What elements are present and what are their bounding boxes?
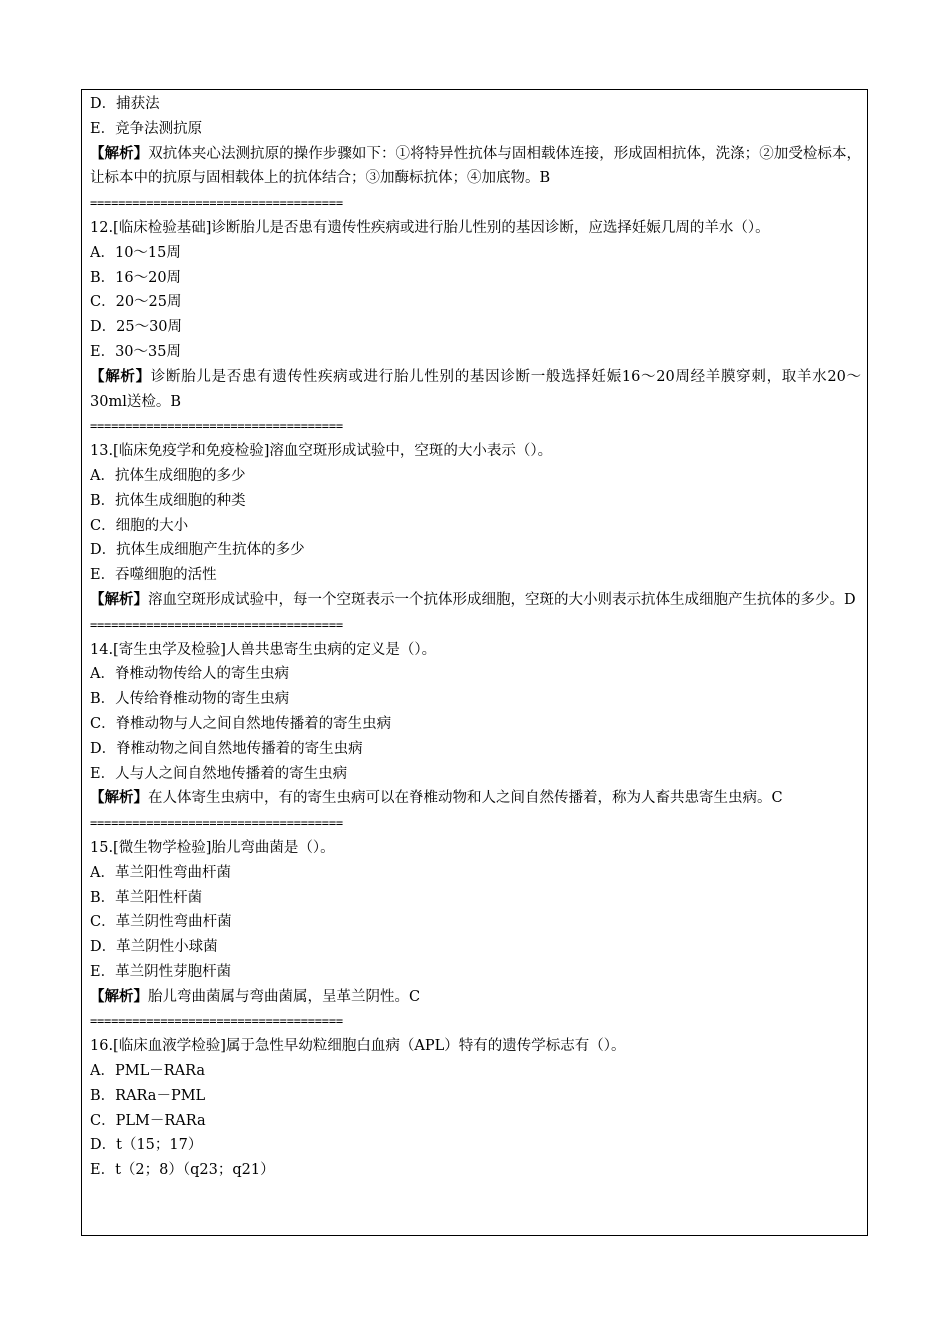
option-e: E．30～35周 [90,343,181,360]
analysis-block [90,985,861,1010]
question-stem: 12.[临床检验基础]诊断胎儿是否患有遗传性疾病或进行胎儿性别的基因诊断，应选择妊娠几周的羊水（）。 [90,219,770,236]
option-a: A．抗体生成细胞的多少 [90,467,246,484]
option-e: E．竞争法测抗原 [90,120,203,137]
option-b: B．人传给脊椎动物的寄生虫病 [90,691,290,708]
analysis-tag: 【解析】 [90,789,148,807]
option-c: C．革兰阴性弯曲杆菌 [90,914,232,931]
option-d: D．脊椎动物之间自然地传播着的寄生虫病 [90,740,363,757]
analysis-block [90,588,861,613]
analysis-tag: 【解析】 [90,144,149,162]
option-a: A．脊椎动物传给人的寄生虫病 [90,666,289,683]
option-a: A．PML－RARa [90,1063,205,1080]
option-b: B．抗体生成细胞的种类 [90,492,246,509]
analysis-text: 在人体寄生虫病中，有的寄生虫病可以在脊椎动物和人之间自然传播着，称为人畜共患寄生虫病。C [148,790,783,807]
option-e: E．革兰阴性芽胞杆菌 [90,963,232,980]
analysis-text: 溶血空斑形成试验中，每一个空斑表示一个抗体形成细胞，空斑的大小则表示抗体生成细胞产生抗体的多少。D [148,591,856,608]
option-d: D．25～30周 [90,319,183,336]
option-b: B．16～20周 [90,269,182,286]
option-e: E．人与人之间自然地传播着的寄生虫病 [90,765,348,782]
option-d: D．捕获法 [90,96,160,112]
option-b: B．RARa－PML [90,1087,206,1104]
option-b: B．革兰阳性杆菌 [90,889,203,906]
analysis-text: 胎儿弯曲菌属与弯曲菌属，呈革兰阴性。C [148,988,421,1005]
question-stem: 16.[临床血液学检验]属于急性早幼粒细胞白血病（APL）特有的遗传学标志有（）。 [90,1038,626,1055]
separator-line: ==================================== [90,816,343,831]
option-d: D．t（15；17） [90,1137,203,1154]
content-frame [81,89,868,1236]
separator-line: ==================================== [90,419,343,434]
option-e: E．t（2；8）（q23；q21） [90,1162,275,1179]
question-stem: 14.[寄生虫学及检验]人兽共患寄生虫病的定义是（）。 [90,641,437,658]
analysis-tag: 【解析】 [90,590,148,608]
analysis-block [90,142,861,192]
option-d: D．抗体生成细胞产生抗体的多少 [90,542,305,559]
option-c: C．细胞的大小 [90,517,189,534]
separator-line: ==================================== [90,196,343,211]
question-stem: 13.[临床免疫学和免疫检验]溶血空斑形成试验中，空斑的大小表示（）。 [90,443,553,460]
option-a: A．10～15周 [90,244,181,261]
analysis-text: 诊断胎儿是否患有遗传性疾病或进行胎儿性别的基因诊断一般选择妊娠16～20周经羊膜穿刺，取羊水20～30ml送检。B [90,368,861,410]
analysis-block [90,786,861,811]
analysis-text: 双抗体夹心法测抗原的操作步骤如下：①将特异性抗体与固相载体连接，形成固相抗体，洗涤；②加受检标本，让标本中的抗原与固相载体上的抗体结合；③加酶标抗体；④加底物。B [90,145,862,187]
separator-line: ==================================== [90,617,343,632]
separator-line: ==================================== [90,1014,343,1029]
option-d: D．革兰阴性小球菌 [90,939,218,956]
option-e: E．吞噬细胞的活性 [90,567,217,584]
analysis-block [90,365,861,415]
option-c: C．脊椎动物与人之间自然地传播着的寄生虫病 [90,715,392,732]
option-c: C．20～25周 [90,294,182,311]
question-stem: 15.[微生物学检验]胎儿弯曲菌是（）。 [90,839,335,856]
analysis-tag: 【解析】 [90,367,151,385]
option-c: C．PLM－RARa [90,1112,206,1129]
analysis-tag: 【解析】 [90,987,148,1005]
option-a: A．革兰阳性弯曲杆菌 [90,864,231,881]
